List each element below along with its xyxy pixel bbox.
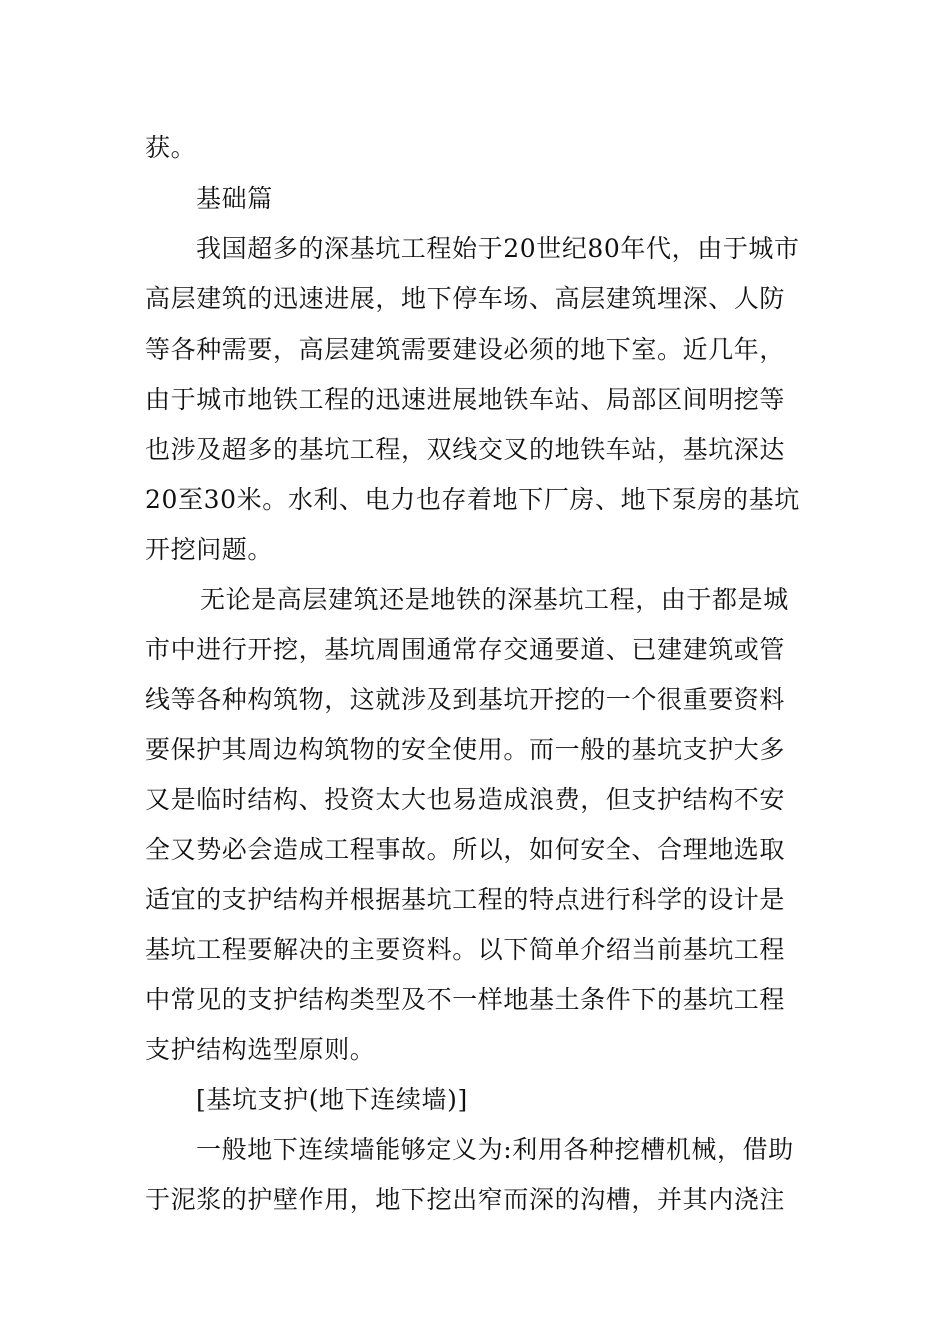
- paragraph-line: 要保护其周边构筑物的安全使用。而一般的基坑支护大多: [145, 735, 786, 764]
- section-heading: 基础篇: [196, 184, 273, 213]
- paragraph-line: 由于城市地铁工程的迅速进展地铁车站、局部区间明挖等: [145, 385, 786, 414]
- paragraph-line: 基坑工程要解决的主要资料。以下简单介绍当前基坑工程: [145, 935, 786, 964]
- paragraph-line: 20至30米。水利、电力也存着地下厂房、地下泵房的基坑: [145, 485, 800, 514]
- paragraph-line: 一般地下连续墙能够定义为:利用各种挖槽机械，借助: [196, 1135, 794, 1164]
- paragraph-line: 我国超多的深基坑工程始于20世纪80年代，由于城市: [196, 234, 800, 263]
- paragraph-line: 全又势必会造成工程事故。所以，如何安全、合理地选取: [145, 835, 786, 864]
- section-heading: [基坑支护(地下连续墙)]: [196, 1085, 468, 1114]
- paragraph-line: 支护结构选型原则。: [145, 1035, 376, 1064]
- paragraph-line: 又是临时结构、投资太大也易造成浪费，但支护结构不安: [145, 785, 786, 814]
- paragraph-line: 等各种需要，高层建筑需要建设必须的地下室。近几年，: [145, 335, 786, 364]
- paragraph-line: 无论是高层建筑还是地铁的深基坑工程，由于都是城: [200, 585, 789, 614]
- text-line: 获。: [145, 133, 197, 162]
- paragraph-line: 市中进行开挖，基坑周围通常存交通要道、已建建筑或管: [145, 635, 786, 664]
- paragraph-line: 适宜的支护结构并根据基坑工程的特点进行科学的设计是: [145, 885, 786, 914]
- paragraph-line: 开挖问题。: [145, 535, 274, 564]
- paragraph-line: 中常见的支护结构类型及不一样地基土条件下的基坑工程: [145, 985, 786, 1014]
- paragraph-line: 线等各种构筑物，这就涉及到基坑开挖的一个很重要资料: [145, 685, 786, 714]
- paragraph-line: 于泥浆的护壁作用，地下挖出窄而深的沟槽，并其内浇注: [145, 1185, 786, 1214]
- paragraph-line: 高层建筑的迅速进展，地下停车场、高层建筑埋深、人防: [145, 284, 786, 313]
- paragraph-line: 也涉及超多的基坑工程，双线交叉的地铁车站，基坑深达: [145, 435, 786, 464]
